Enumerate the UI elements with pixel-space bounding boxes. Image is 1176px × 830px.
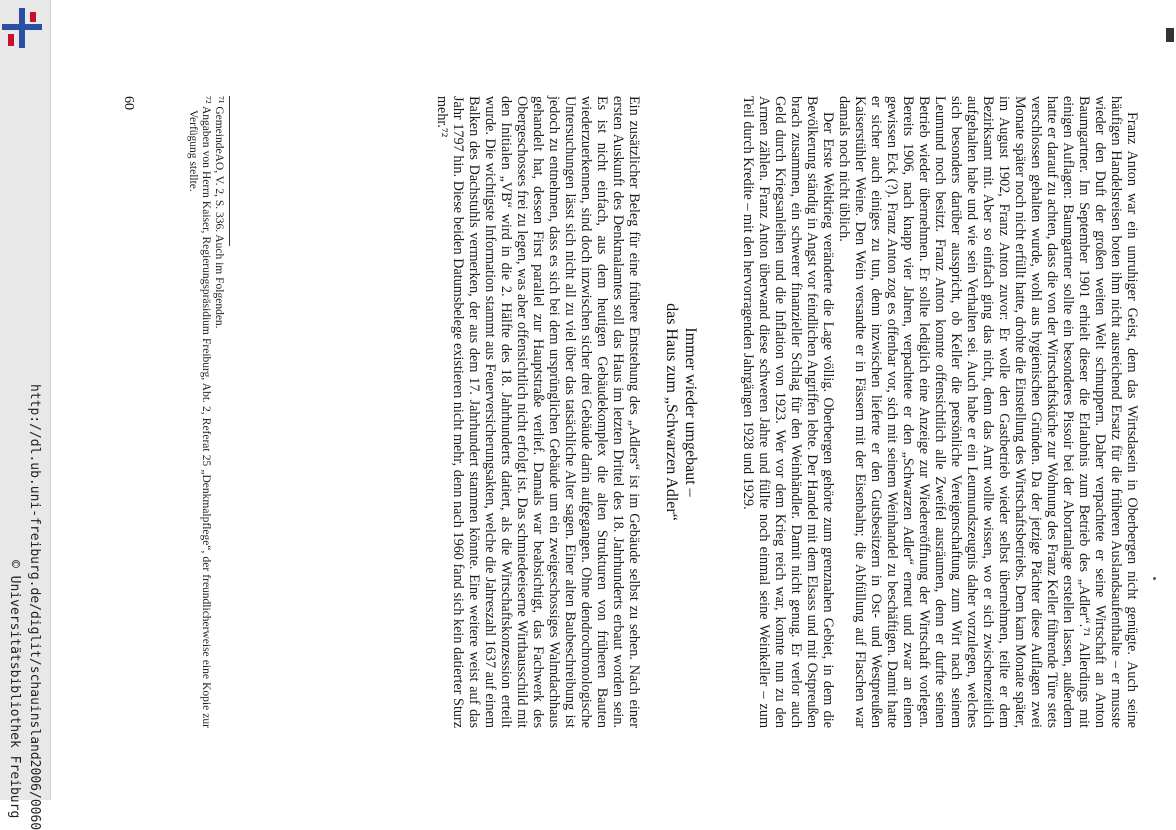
scan-edge-mark [1166, 28, 1174, 42]
section-heading [662, 96, 700, 728]
paragraph-3: Ein zusätzlicher Beleg für eine frühere Entstehung des „Adlers“ ist im Gebäude selbst zu sehen. Nach einer ersten Auskunft des Denkmalamtes soll das Haus im letzten Drittel des 18. Jahrhunderts erbaut worden sein. Es ist nicht einfach, aus dem heutigen Gebäudekomplex die alten Strukturen von früheren Bauten wiederzuerkennen, sind doch inzwischen sicher drei Gebäude darin aufgegangen. Ohne dendrochronologische Untersuchungen lässt sich nicht all zu viel über das tatsächliche Alter sagen. Einer alten Baubeschreibung ist jedoch zu entnehmen, dass es sich bei dem ursprünglichen Gebäude um ein zweigeschossiges Walmdachhaus gehandelt hat, dessen First parallel zur Hauptstraße verlief. Damals war beabsichtigt, das Fachwerk des Obergeschosses frei zu legen, was aber offensichtlich nicht erfolgt ist. Das schmiedeeiserne Wirthausschild mit den Initialen „VB“ wird in die 2. Hälfte des 18. Jahrhunderts datiert, als die Wirtschaftskonzession erteilt wurde. Die wichtigste Information stammt aus Feuerversicherungsakten, welche die Jahreszahl 1637 auf einem Balken des Dachstuhls vermerken, der aus dem 17. Jahrhundert stammen könnte. Eine weitere weist auf das Jahr 1797 hin. Diese beiden Datumsbelege existieren nicht mehr, denn nach 1960 fand sich kein datierter Sturz mehr.⁷² [434, 96, 642, 728]
scan-speck [1153, 577, 1156, 580]
footnote-72: ⁷² Angaben von Herrn Kaiser, Regierungspräsidium Freiburg, Abt. 2, Referat 25 „Denkmalpflege“, der freundlicherweise eine Kopie zur Verfügung stellte. [187, 96, 212, 728]
source-url[interactable]: http://dl.ub.uni-freiburg.de/diglit/schauinsland2006/0060 [27, 384, 42, 830]
body-text-bottom [434, 96, 642, 728]
paragraph-1: Franz Anton war ein unruhiger Geist, dem das Wirtsdasein in Oberbergen nicht genügte. Auch seine häufigen Handelsreisen boten ihm nicht ausreichend Ersatz für die früheren Auslandsaufenthalte – er musste wieder den Duft der großen weiten Welt schnuppern. Daher verpachtete er seine Wirtschaft an Anton Baumgartner. Im September 1901 erhielt dieser die Erlaubnis zum Betrieb des „Adler“.⁷¹ Allerdings mit einigen Auflagen: Baumgartner sollte ein besonderes Pissoir bei der Abortanlage erstellen lassen, außerdem hatte er darauf zu achten, dass die von der Wirtschaftsküche zur Wohnung des Franz Keller führende Türe stets verschlossen gehalten wurde, wohl aus hygienischen Gründen. Da der jetzige Pächter diese Auflagen zwei Monate später noch nicht erfüllt hatte, drohte die Einstellung des Wirtschaftsbetriebs. Dem kam Monate später, im August 1902, Franz Anton zuvor: Er wolle den Gastbetrieb wieder selbst übernehmen, teilte er dem Bezirksamt mit. Aber so einfach ging das nicht, denn das Amt wollte wissen, wo er sich zwischenzeitlich aufgehalten habe und wie sein Verhalten sei. Auch habe er ein Leumundszeugnis daher vorzulegen, welches sich besonders darüber ausspricht, ob Keller die persönliche Vereigenschaftung zum Wirt nach seinem Leumund noch besitzt. Franz Anton konnte offensichtlich alle Zweifel ausräumen, denn er durfte seinen Betrieb wieder übernehmen. Er sollte lediglich eine Anzeige zur Wiedereröffnung der Wirtschaft vorlegen. Bereits 1906, nach knapp vier Jahren, verpachtete er den „Schwarzen Adler“ erneut und zwar an einen gewissen Eck (?). Franz Anton zog es offenbar vor, sich mit seinem Weinhandel zu beschäftigen. Damit hatte er sicher auch einiges zu tun, denn inzwischen lieferte er den Gutsbesitzern in Ost- und Westpreußen Kaiserstühler Weine. Den Wein versandte er in Fässern mit der Eisenbahn; die Abfüllung auf Flaschen war damals noch nicht üblich. [836, 96, 1140, 728]
viewer-sidebar [0, 0, 51, 830]
page-number: 60 [121, 96, 136, 110]
viewer-footer [0, 0, 50, 830]
footnote-rule [229, 96, 230, 246]
copyright-notice: © Universitätsbibliothek Freiburg [7, 560, 22, 819]
paragraph-2: Der Erste Weltkrieg veränderte die Lage völlig. Oberbergen gehörte zum grenznahen Gebiet, in dem die Bevölkerung ständig in Angst vor feindlichen Angriffen lebte. Der Handel mit dem Elsass und mit Ostpreußen brach zusammen, ein schwerer finanzieller Schlag für den Weinhändler. Damit nicht genug. Er verlor auch Geld durch Kriegsanleihen und die Inflation von 1923. Wer vor dem Krieg reich war, konnte nun zu den Armen zählen. Franz Anton überwand diese schweren Jahre und füllte noch einmal seine Weinkeller – zum Teil durch Kredite – mit den hervorragenden Jahrgängen 1928 und 1929. [740, 96, 836, 728]
heading-line-1: Immer wieder umgebaut – [682, 327, 699, 497]
footnotes [186, 96, 230, 728]
footnote-71: ⁷¹ GemeindeAO, V. 2, S. 336. Auch im Folgenden. [213, 96, 225, 329]
heading-line-2: das Haus zum „Schwarzen Adler“ [663, 303, 680, 521]
page-content [60, 0, 1176, 800]
body-text-top [740, 96, 1140, 728]
scanned-page [60, 0, 1176, 800]
